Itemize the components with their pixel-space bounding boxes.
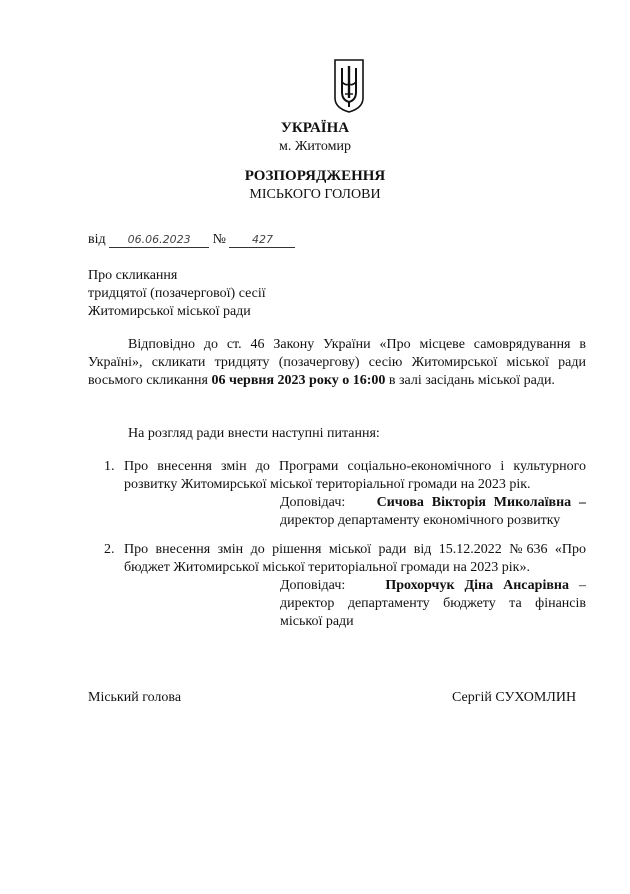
reporter-dash: –	[569, 578, 587, 593]
reporter-label: Доповідач:	[280, 578, 346, 593]
paragraph-text: Відповідно до ст. 46 Закону України «Про місцеве самоврядування в Україні», скликати тридцяту (позачергову) сесію Житомирської міської ради восьмого скликання	[88, 337, 586, 388]
item-number: 1.	[104, 459, 115, 474]
item-text: Про внесення змін до Програми соціально-економічного і культурного розвитку Житомирської міської територіальної громади на 2023 рік.	[124, 459, 586, 492]
agenda-item	[104, 458, 586, 530]
signature-position: Міський голова	[88, 690, 182, 705]
reporter-label: Доповідач:	[280, 495, 346, 510]
number-prefix: №	[212, 232, 226, 247]
trident-emblem-icon	[331, 58, 367, 114]
signature-name: Сергій СУХОМЛИН	[452, 690, 577, 705]
city-name: м. Житомир	[279, 139, 351, 154]
subject-line: Житомирської міської ради	[88, 304, 251, 319]
document-type: РОЗПОРЯДЖЕННЯ	[244, 168, 386, 184]
item-text: Про внесення змін до рішення міської ради від 15.12.2022 №636 «Про бюджет Житомирської міської територіальної громади на 2023 рік».	[124, 542, 586, 575]
document-subject	[88, 267, 266, 321]
handwritten-number: 427	[229, 233, 295, 248]
agenda-item	[104, 541, 586, 631]
item-reporter	[280, 577, 586, 631]
reporter-role: директор департаменту бюджету та фінансів міської ради	[280, 596, 586, 629]
item-reporter	[280, 494, 586, 530]
session-datetime: 06 червня 2023 року о 16:00	[211, 373, 386, 388]
date-prefix: від	[88, 232, 106, 247]
handwritten-date: 06.06.2023	[109, 233, 209, 248]
paragraph-text: в залі засідань міської ради.	[385, 373, 555, 388]
reporter-role: директор департаменту економічного розвитку	[280, 513, 561, 528]
reporter-dash: –	[571, 495, 587, 510]
item-number: 2.	[104, 542, 115, 557]
subject-line: Про скликання	[88, 268, 178, 283]
date-number-line	[88, 232, 295, 248]
body-paragraph	[88, 336, 586, 390]
country-title: УКРАЇНА	[280, 120, 350, 136]
agenda-intro: На розгляд ради внести наступні питання:	[128, 426, 380, 441]
subject-line: тридцятої (позачергової) сесії	[88, 286, 266, 301]
document-subtype: МІСЬКОГО ГОЛОВИ	[249, 187, 381, 202]
reporter-name: Сичова Вікторія Миколаївна	[376, 495, 572, 510]
reporter-name: Прохорчук Діна Ансарівна	[385, 578, 569, 593]
